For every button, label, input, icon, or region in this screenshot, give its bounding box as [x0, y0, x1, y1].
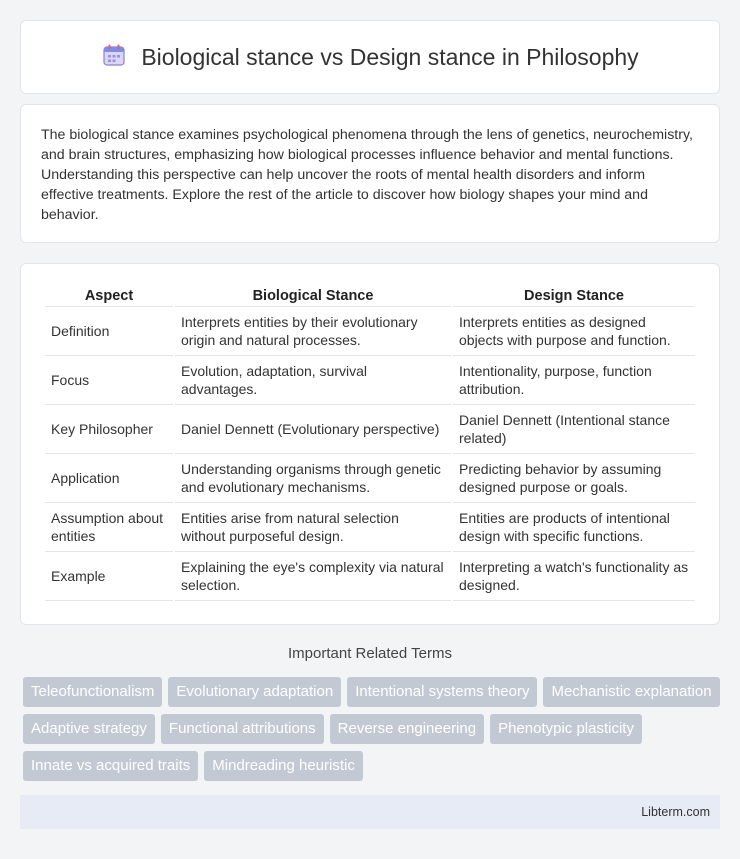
table-header-row: [45, 284, 695, 307]
row-aspect: Definition: [45, 307, 173, 356]
footer-brand-link[interactable]: Libterm.com: [641, 805, 710, 819]
row-biological: Interprets entities by their evolutionary origin and natural processes.: [175, 307, 451, 356]
row-design: Interpreting a watch's functionality as designed.: [453, 552, 695, 601]
table-row: [45, 503, 695, 552]
row-biological: Evolution, adaptation, survival advantages.: [175, 356, 451, 405]
page-title: Biological stance vs Design stance in Philosophy: [141, 43, 639, 70]
row-design: Interprets entities as designed objects with purpose and function.: [453, 307, 695, 356]
tag-mindreading-heuristic[interactable]: Mindreading heuristic: [204, 751, 363, 781]
tag-intentional-systems-theory[interactable]: Intentional systems theory: [347, 677, 537, 707]
header-biological: Biological Stance: [175, 284, 451, 307]
table-row: [45, 405, 695, 454]
row-aspect: Assumption about entities: [45, 503, 173, 552]
row-design: Predicting behavior by assuming designed purpose or goals.: [453, 454, 695, 503]
table-row: [45, 454, 695, 503]
calendar-icon: [101, 42, 127, 73]
row-aspect: Key Philosopher: [45, 405, 173, 454]
tag-mechanistic-explanation[interactable]: Mechanistic explanation: [543, 677, 719, 707]
tag-teleofunctionalism[interactable]: Teleofunctionalism: [23, 677, 162, 707]
related-terms-list: [23, 677, 723, 781]
row-biological: Understanding organisms through genetic and evolutionary mechanisms.: [175, 454, 451, 503]
row-design: Intentionality, purpose, function attribution.: [453, 356, 695, 405]
comparison-card: [20, 263, 720, 625]
intro-card: [20, 104, 720, 243]
related-terms-title: Important Related Terms: [288, 645, 452, 662]
row-biological: Entities arise from natural selection without purposeful design.: [175, 503, 451, 552]
row-aspect: Example: [45, 552, 173, 601]
header-card: [20, 20, 720, 94]
header-aspect: Aspect: [45, 284, 173, 307]
row-design: Entities are products of intentional design with specific functions.: [453, 503, 695, 552]
tag-evolutionary-adaptation[interactable]: Evolutionary adaptation: [168, 677, 341, 707]
row-biological: Explaining the eye's complexity via natural selection.: [175, 552, 451, 601]
table-row: [45, 552, 695, 601]
tag-phenotypic-plasticity[interactable]: Phenotypic plasticity: [490, 714, 642, 744]
row-aspect: Focus: [45, 356, 173, 405]
header: [101, 42, 638, 73]
intro-paragraph: The biological stance examines psychological phenomena through the lens of genetics, neurochemistry, and brain structures, emphasizing how biological processes influence behavior and mental functions. Understanding this perspective can help uncover the roots of mental health disorders and inform effective treatments. Explore the rest of the article to discover how biology shapes your mind and behavior.: [41, 127, 693, 223]
table-row: [45, 307, 695, 356]
row-design: Daniel Dennett (Intentional stance related): [453, 405, 695, 454]
tag-adaptive-strategy[interactable]: Adaptive strategy: [23, 714, 155, 744]
tag-functional-attributions[interactable]: Functional attributions: [161, 714, 324, 744]
row-aspect: Application: [45, 454, 173, 503]
tag-innate-vs-acquired-traits[interactable]: Innate vs acquired traits: [23, 751, 198, 781]
row-biological: Daniel Dennett (Evolutionary perspective): [175, 405, 451, 454]
comparison-table: [43, 284, 697, 601]
table-row: [45, 356, 695, 405]
footer: [20, 795, 720, 829]
tag-reverse-engineering[interactable]: Reverse engineering: [330, 714, 484, 744]
header-design: Design Stance: [453, 284, 695, 307]
